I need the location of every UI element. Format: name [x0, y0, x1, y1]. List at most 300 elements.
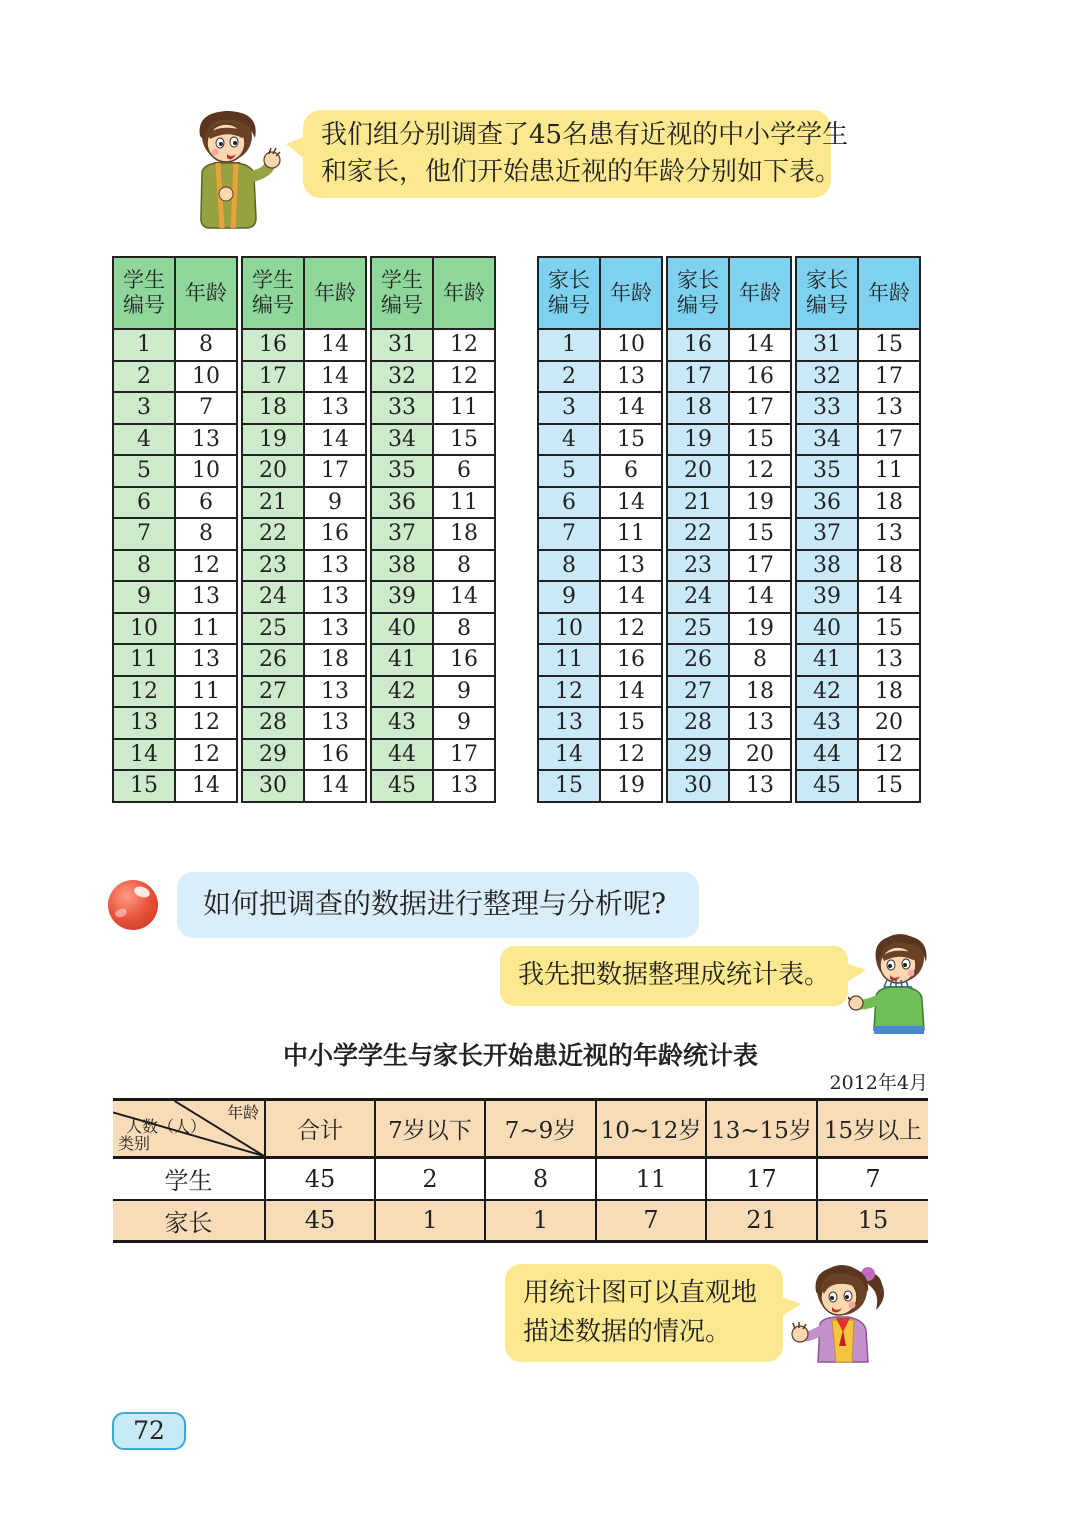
table-row: [796, 770, 920, 802]
age-cell: 14: [600, 392, 662, 424]
age-cell: 8: [175, 518, 237, 550]
stats-col-10to12: 10~12岁: [596, 1100, 706, 1158]
id-cell: 23: [242, 550, 304, 582]
id-cell: 15: [538, 770, 600, 802]
stats-table-date: 2012年4月: [829, 1072, 928, 1094]
id-cell: 10: [538, 613, 600, 645]
id-cell: 13: [113, 707, 175, 739]
id-cell: 21: [667, 487, 729, 519]
age-cell: 13: [304, 676, 366, 708]
age-cell: 13: [729, 770, 791, 802]
table-row: [371, 392, 495, 424]
table-row: [538, 644, 662, 676]
age-cell: 13: [175, 581, 237, 613]
student-id-header: 学生 编号: [242, 257, 304, 329]
age-cell: 14: [304, 770, 366, 802]
id-cell: 18: [667, 392, 729, 424]
id-cell: 11: [538, 644, 600, 676]
id-cell: 35: [796, 455, 858, 487]
age-cell: 12: [175, 550, 237, 582]
value-cell: 45: [265, 1158, 375, 1200]
table-row: [371, 707, 495, 739]
age-cell: 19: [729, 487, 791, 519]
age-cell: 18: [858, 487, 920, 519]
age-cell: 14: [433, 581, 495, 613]
table-row: [667, 392, 791, 424]
age-cell: 14: [729, 329, 791, 361]
age-cell: 13: [175, 424, 237, 456]
student-id-header: 学生 编号: [371, 257, 433, 329]
id-cell: 41: [796, 644, 858, 676]
age-cell: 14: [175, 770, 237, 802]
id-cell: 28: [242, 707, 304, 739]
age-cell: 15: [600, 424, 662, 456]
age-cell: 20: [858, 707, 920, 739]
id-cell: 11: [113, 644, 175, 676]
boy-green-jacket-character: [170, 106, 288, 234]
age-cell: 20: [729, 739, 791, 771]
table-row: [796, 613, 920, 645]
table-row: [796, 707, 920, 739]
age-cell: 10: [600, 329, 662, 361]
id-cell: 37: [371, 518, 433, 550]
table-row: [371, 329, 495, 361]
stats-col-13to15: 13~15岁: [706, 1100, 817, 1158]
age-cell: 11: [175, 676, 237, 708]
age-cell: 17: [858, 361, 920, 393]
id-cell: 40: [796, 613, 858, 645]
age-cell: 14: [304, 361, 366, 393]
age-cell: 14: [729, 581, 791, 613]
id-cell: 22: [667, 518, 729, 550]
table-row: [796, 329, 920, 361]
table-row: [667, 455, 791, 487]
age-cell: 9: [433, 676, 495, 708]
age-cell: 11: [433, 487, 495, 519]
table-row: [538, 770, 662, 802]
age-cell: 8: [729, 644, 791, 676]
stats-col-over15: 15岁以上: [817, 1100, 928, 1158]
id-cell: 16: [667, 329, 729, 361]
id-cell: 38: [371, 550, 433, 582]
parent-subtable-1: [537, 256, 663, 803]
table-row: [113, 329, 237, 361]
table-row: [242, 707, 366, 739]
table-row: [538, 739, 662, 771]
table-row: [538, 392, 662, 424]
table-row: [242, 518, 366, 550]
age-cell: 14: [600, 676, 662, 708]
age-cell: 18: [729, 676, 791, 708]
table-row: [796, 424, 920, 456]
student-subtable-1: [112, 256, 238, 803]
table-row: [538, 581, 662, 613]
table-row: [667, 770, 791, 802]
id-cell: 25: [242, 613, 304, 645]
age-cell: 14: [304, 329, 366, 361]
id-cell: 39: [796, 581, 858, 613]
table-row: [113, 707, 237, 739]
parent-age-header: 年龄: [729, 257, 791, 329]
id-cell: 12: [538, 676, 600, 708]
age-cell: 15: [858, 770, 920, 802]
age-cell: 12: [600, 613, 662, 645]
table-row: [538, 613, 662, 645]
id-cell: 18: [242, 392, 304, 424]
id-cell: 45: [371, 770, 433, 802]
table-row: [796, 392, 920, 424]
id-cell: 32: [796, 361, 858, 393]
table-row: [113, 487, 237, 519]
age-cell: 13: [304, 392, 366, 424]
age-cell: 14: [858, 581, 920, 613]
id-cell: 4: [113, 424, 175, 456]
id-cell: 35: [371, 455, 433, 487]
id-cell: 33: [796, 392, 858, 424]
intro-speech-bubble: [303, 110, 849, 198]
id-cell: 24: [242, 581, 304, 613]
age-cell: 18: [304, 644, 366, 676]
row-label: 学生: [113, 1158, 265, 1200]
age-cell: 14: [600, 581, 662, 613]
id-cell: 36: [371, 487, 433, 519]
corner-label-category: 类别: [118, 1134, 151, 1153]
table-row: [667, 739, 791, 771]
age-cell: 11: [433, 392, 495, 424]
id-cell: 12: [113, 676, 175, 708]
value-cell: 21: [706, 1200, 817, 1242]
table-row: [538, 361, 662, 393]
age-cell: 13: [729, 707, 791, 739]
id-cell: 1: [113, 329, 175, 361]
table-row: [242, 424, 366, 456]
age-cell: 12: [858, 739, 920, 771]
id-cell: 26: [242, 644, 304, 676]
age-cell: 12: [433, 329, 495, 361]
age-cell: 18: [858, 676, 920, 708]
age-cell: 17: [433, 739, 495, 771]
id-cell: 3: [113, 392, 175, 424]
student-age-header: 年龄: [433, 257, 495, 329]
id-cell: 14: [538, 739, 600, 771]
id-cell: 27: [667, 676, 729, 708]
age-cell: 9: [433, 707, 495, 739]
corner-label-age: 年龄: [226, 1103, 259, 1122]
id-cell: 4: [538, 424, 600, 456]
parent-id-header: 家长 编号: [796, 257, 858, 329]
table-row: [667, 581, 791, 613]
table-row: [113, 392, 237, 424]
id-cell: 39: [371, 581, 433, 613]
id-cell: 3: [538, 392, 600, 424]
id-cell: 16: [242, 329, 304, 361]
age-cell: 10: [175, 361, 237, 393]
id-cell: 45: [796, 770, 858, 802]
parent-subtable-2: [666, 256, 792, 803]
summary-stats-table: [113, 1098, 928, 1243]
question-banner: 如何把调查的数据进行整理与分析呢?: [177, 872, 699, 938]
id-cell: 7: [538, 518, 600, 550]
table-row: [242, 550, 366, 582]
age-cell: 6: [433, 455, 495, 487]
table-row: [371, 644, 495, 676]
table-row: [113, 455, 237, 487]
table-row: [371, 424, 495, 456]
id-cell: 25: [667, 613, 729, 645]
table-row: [113, 739, 237, 771]
table-row: [242, 329, 366, 361]
table-row: [371, 550, 495, 582]
age-cell: 6: [175, 487, 237, 519]
age-cell: 6: [600, 455, 662, 487]
id-cell: 19: [242, 424, 304, 456]
age-cell: 17: [858, 424, 920, 456]
value-cell: 8: [485, 1158, 596, 1200]
age-cell: 12: [729, 455, 791, 487]
table-row: [796, 455, 920, 487]
intro-bubble-line2: 和家长，他们开始患近视的年龄分别如下表。: [321, 157, 842, 187]
age-cell: 13: [858, 644, 920, 676]
id-cell: 40: [371, 613, 433, 645]
age-cell: 16: [304, 518, 366, 550]
student-subtable-2: [241, 256, 367, 803]
boy2-bubble-text: 我先把数据整理成统计表。: [517, 960, 830, 990]
age-cell: 15: [600, 707, 662, 739]
table-row: [667, 550, 791, 582]
age-cell: 14: [600, 487, 662, 519]
value-cell: 1: [485, 1200, 596, 1242]
age-cell: 13: [433, 770, 495, 802]
table-row: [796, 550, 920, 582]
id-cell: 20: [242, 455, 304, 487]
table-row: [371, 770, 495, 802]
table-row: [667, 424, 791, 456]
id-cell: 27: [242, 676, 304, 708]
age-cell: 16: [433, 644, 495, 676]
table-row: [242, 487, 366, 519]
id-cell: 34: [371, 424, 433, 456]
value-cell: 7: [596, 1200, 706, 1242]
age-cell: 19: [600, 770, 662, 802]
student-age-header: 年龄: [175, 257, 237, 329]
bubble-tail-icon: [286, 136, 306, 160]
id-cell: 6: [113, 487, 175, 519]
age-cell: 15: [433, 424, 495, 456]
id-cell: 23: [667, 550, 729, 582]
age-cell: 13: [175, 644, 237, 676]
table-row: [538, 329, 662, 361]
table-row: [242, 581, 366, 613]
age-cell: 18: [433, 518, 495, 550]
age-cell: 12: [175, 707, 237, 739]
id-cell: 13: [538, 707, 600, 739]
table-row: [667, 707, 791, 739]
table-row: [371, 518, 495, 550]
table-row: [538, 676, 662, 708]
stats-header-row: [113, 1100, 928, 1158]
value-cell: 45: [265, 1200, 375, 1242]
table-row: [113, 770, 237, 802]
age-cell: 8: [175, 329, 237, 361]
id-cell: 30: [667, 770, 729, 802]
table-row: [242, 644, 366, 676]
parent-age-header: 年龄: [858, 257, 920, 329]
id-cell: 2: [538, 361, 600, 393]
id-cell: 34: [796, 424, 858, 456]
table-row: [242, 455, 366, 487]
id-cell: 9: [538, 581, 600, 613]
id-cell: 24: [667, 581, 729, 613]
id-cell: 6: [538, 487, 600, 519]
parent-age-header: 年龄: [600, 257, 662, 329]
table-row: [113, 581, 237, 613]
id-cell: 19: [667, 424, 729, 456]
table-row: [371, 487, 495, 519]
table-row: [667, 487, 791, 519]
age-cell: 17: [729, 550, 791, 582]
student-subtable-3: [370, 256, 496, 803]
id-cell: 32: [371, 361, 433, 393]
table-row: [796, 739, 920, 771]
id-cell: 31: [796, 329, 858, 361]
age-cell: 16: [729, 361, 791, 393]
value-cell: 17: [706, 1158, 817, 1200]
table-row: [796, 644, 920, 676]
age-cell: 15: [729, 424, 791, 456]
id-cell: 41: [371, 644, 433, 676]
id-cell: 29: [667, 739, 729, 771]
table-row: [667, 613, 791, 645]
table-row: [667, 676, 791, 708]
page-number-badge: 72: [112, 1412, 186, 1450]
id-cell: 44: [796, 739, 858, 771]
id-cell: 17: [242, 361, 304, 393]
table-row: [113, 361, 237, 393]
table-row: [371, 613, 495, 645]
id-cell: 1: [538, 329, 600, 361]
id-cell: 30: [242, 770, 304, 802]
age-cell: 13: [304, 550, 366, 582]
value-cell: 15: [817, 1200, 928, 1242]
age-cell: 11: [600, 518, 662, 550]
table-row: [371, 739, 495, 771]
id-cell: 37: [796, 518, 858, 550]
parent-id-header: 家长 编号: [667, 257, 729, 329]
value-cell: 2: [375, 1158, 485, 1200]
id-cell: 7: [113, 518, 175, 550]
value-cell: 7: [817, 1158, 928, 1200]
id-cell: 10: [113, 613, 175, 645]
row-label: 家长: [113, 1200, 265, 1242]
table-row: [242, 361, 366, 393]
age-cell: 13: [858, 518, 920, 550]
table-row: [371, 361, 495, 393]
age-cell: 8: [433, 550, 495, 582]
diagonal-header-cell: [113, 1100, 265, 1158]
age-cell: 15: [858, 329, 920, 361]
boy2-speech-bubble: [500, 946, 848, 1006]
table-row: [242, 392, 366, 424]
id-cell: 26: [667, 644, 729, 676]
table-row: [113, 424, 237, 456]
table-row: [667, 361, 791, 393]
age-cell: 17: [304, 455, 366, 487]
stats-row-students: [113, 1158, 928, 1200]
parent-age-table: [537, 256, 921, 803]
table-row: [113, 550, 237, 582]
stats-col-total: 合计: [265, 1100, 375, 1158]
table-row: [113, 613, 237, 645]
value-cell: 1: [375, 1200, 485, 1242]
id-cell: 36: [796, 487, 858, 519]
age-cell: 17: [729, 392, 791, 424]
student-age-table: [112, 256, 496, 803]
boy-green-sweater-character: [848, 930, 944, 1038]
age-cell: 13: [304, 581, 366, 613]
table-row: [113, 676, 237, 708]
table-row: [667, 329, 791, 361]
age-cell: 15: [729, 518, 791, 550]
age-cell: 13: [304, 707, 366, 739]
age-cell: 12: [433, 361, 495, 393]
id-cell: 42: [371, 676, 433, 708]
table-row: [242, 613, 366, 645]
age-cell: 10: [175, 455, 237, 487]
table-row: [242, 770, 366, 802]
age-cell: 13: [304, 613, 366, 645]
table-row: [538, 424, 662, 456]
girl-character: [790, 1258, 906, 1368]
table-row: [242, 676, 366, 708]
table-row: [538, 518, 662, 550]
id-cell: 20: [667, 455, 729, 487]
age-cell: 16: [600, 644, 662, 676]
girl-speech-bubble: [505, 1264, 783, 1362]
id-cell: 31: [371, 329, 433, 361]
id-cell: 44: [371, 739, 433, 771]
age-cell: 7: [175, 392, 237, 424]
age-cell: 11: [858, 455, 920, 487]
id-cell: 28: [667, 707, 729, 739]
table-row: [538, 487, 662, 519]
table-row: [371, 581, 495, 613]
id-cell: 17: [667, 361, 729, 393]
table-row: [371, 455, 495, 487]
age-cell: 16: [304, 739, 366, 771]
girl-bubble-line2: 描述数据的情况。: [523, 1317, 732, 1347]
id-cell: 15: [113, 770, 175, 802]
id-cell: 38: [796, 550, 858, 582]
table-row: [113, 518, 237, 550]
age-cell: 12: [175, 739, 237, 771]
age-cell: 18: [858, 550, 920, 582]
red-ball-bullet-icon: [106, 878, 160, 932]
age-cell: 9: [304, 487, 366, 519]
id-cell: 33: [371, 392, 433, 424]
age-cell: 15: [858, 613, 920, 645]
intro-bubble-line1: 我们组分别调查了45名患有近视的中小学学生: [321, 120, 849, 150]
id-cell: 8: [113, 550, 175, 582]
id-cell: 5: [538, 455, 600, 487]
stats-col-7to9: 7~9岁: [485, 1100, 596, 1158]
id-cell: 43: [796, 707, 858, 739]
age-cell: 12: [600, 739, 662, 771]
id-cell: 22: [242, 518, 304, 550]
id-cell: 42: [796, 676, 858, 708]
age-cell: 13: [858, 392, 920, 424]
girl-bubble-line1: 用统计图可以直观地: [523, 1278, 758, 1308]
table-row: [796, 518, 920, 550]
